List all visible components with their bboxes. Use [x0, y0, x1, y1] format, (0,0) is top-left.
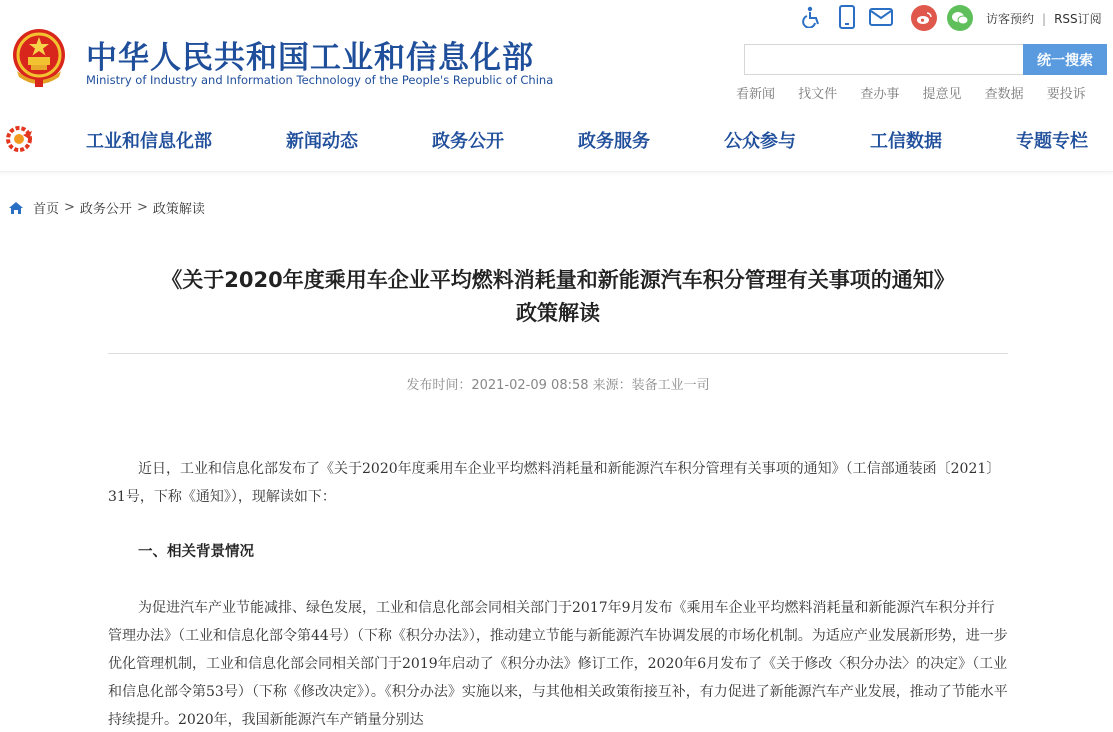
- nav-item-government-services[interactable]: 政务服务: [578, 131, 650, 152]
- quick-link-documents[interactable]: 找文件: [798, 87, 838, 102]
- national-emblem-icon[interactable]: [9, 27, 69, 89]
- breadcrumb-separator: >: [64, 200, 75, 215]
- weibo-icon[interactable]: [911, 5, 937, 31]
- article-title-line2: 政策解读: [516, 301, 600, 325]
- article-meta: 发布时间：2021-02-09 08:58 来源：装备工业一司: [406, 378, 710, 393]
- main-nav: [0, 110, 1113, 172]
- link-separator: |: [1042, 12, 1047, 26]
- mail-icon[interactable]: [869, 5, 893, 29]
- quick-link-news[interactable]: 看新闻: [736, 87, 776, 102]
- title-divider: [108, 353, 1008, 354]
- home-icon[interactable]: [8, 201, 24, 215]
- breadcrumb-policy-interpretation[interactable]: 政策解读: [152, 202, 205, 217]
- quick-link-feedback[interactable]: 提意见: [922, 87, 962, 102]
- article-title-line1: 《关于2020年度乘用车企业平均燃料消耗量和新能源汽车积分管理有关事项的通知》: [161, 268, 955, 292]
- nav-item-public-participation[interactable]: 公众参与: [724, 131, 796, 152]
- breadcrumb: [8, 198, 205, 217]
- article-title: [108, 264, 1008, 330]
- article-paragraph: 为促进汽车产业节能减排、绿色发展，工业和信息化部会同相关部门于2017年9月发布《乘用车企业平均燃料消耗量和新能源汽车积分并行管理办法》（工业和信息化部令第44号）（下称《积分办法》），推动建立节能与新能源汽车协调发展的市场化机制。为适应产业发展新形势，进一步优化管理机制，工业和信息化部会同相关部门于2019年启动了《积分办法》修订工作，2020年6月发布了《关于修改〈积分办法〉的决定》（工业和信息化部令第53号）（下称《修改决定》）。《积分办法》实施以来，与其他相关政策衔接互补，有力促进了新能源汽车产业发展，推动了节能水平持续提升。2020年，我国新能源汽车产销量分别达: [108, 600, 1008, 728]
- visitor-appointment-link[interactable]: 访客预约: [986, 12, 1035, 26]
- quick-link-complaint[interactable]: 要投诉: [1046, 87, 1086, 102]
- nav-item-data[interactable]: 工信数据: [870, 131, 942, 152]
- gear-logo-icon[interactable]: [5, 125, 35, 153]
- section-heading: 一、相关背景情况: [138, 543, 254, 560]
- nav-item-special-topics[interactable]: 专题专栏: [1016, 131, 1088, 152]
- breadcrumb-separator: >: [136, 200, 148, 215]
- breadcrumb-home[interactable]: 首页: [33, 202, 60, 217]
- nav-item-government-affairs[interactable]: 政务公开: [432, 131, 504, 152]
- nav-item-news[interactable]: 新闻动态: [286, 131, 358, 152]
- site-title[interactable]: 中华人民共和国工业和信息化部: [86, 40, 534, 76]
- quick-links: [736, 83, 1086, 102]
- quick-link-data[interactable]: 查数据: [984, 87, 1024, 102]
- search-input[interactable]: [744, 44, 1024, 75]
- nav-item-miit[interactable]: 工业和信息化部: [86, 131, 212, 152]
- top-links: [986, 10, 1102, 27]
- quick-link-services[interactable]: 查办事: [860, 87, 900, 102]
- wechat-icon[interactable]: [947, 5, 973, 31]
- search-button[interactable]: 统一搜索: [1023, 44, 1107, 75]
- site-header: [0, 0, 1113, 110]
- accessibility-icon[interactable]: [800, 5, 824, 29]
- rss-subscribe-link[interactable]: RSS订阅: [1054, 12, 1102, 26]
- breadcrumb-government-affairs[interactable]: 政务公开: [79, 202, 132, 217]
- mobile-icon[interactable]: [835, 5, 859, 29]
- article-paragraph: 近日，工业和信息化部发布了《关于2020年度乘用车企业平均燃料消耗量和新能源汽车积分管理有关事项的通知》（工信部通装函〔2021〕31号，下称《通知》），现解读如下：: [108, 461, 1001, 505]
- site-subtitle: Ministry of Industry and Information Technology of the People's Republic of China: [86, 73, 554, 87]
